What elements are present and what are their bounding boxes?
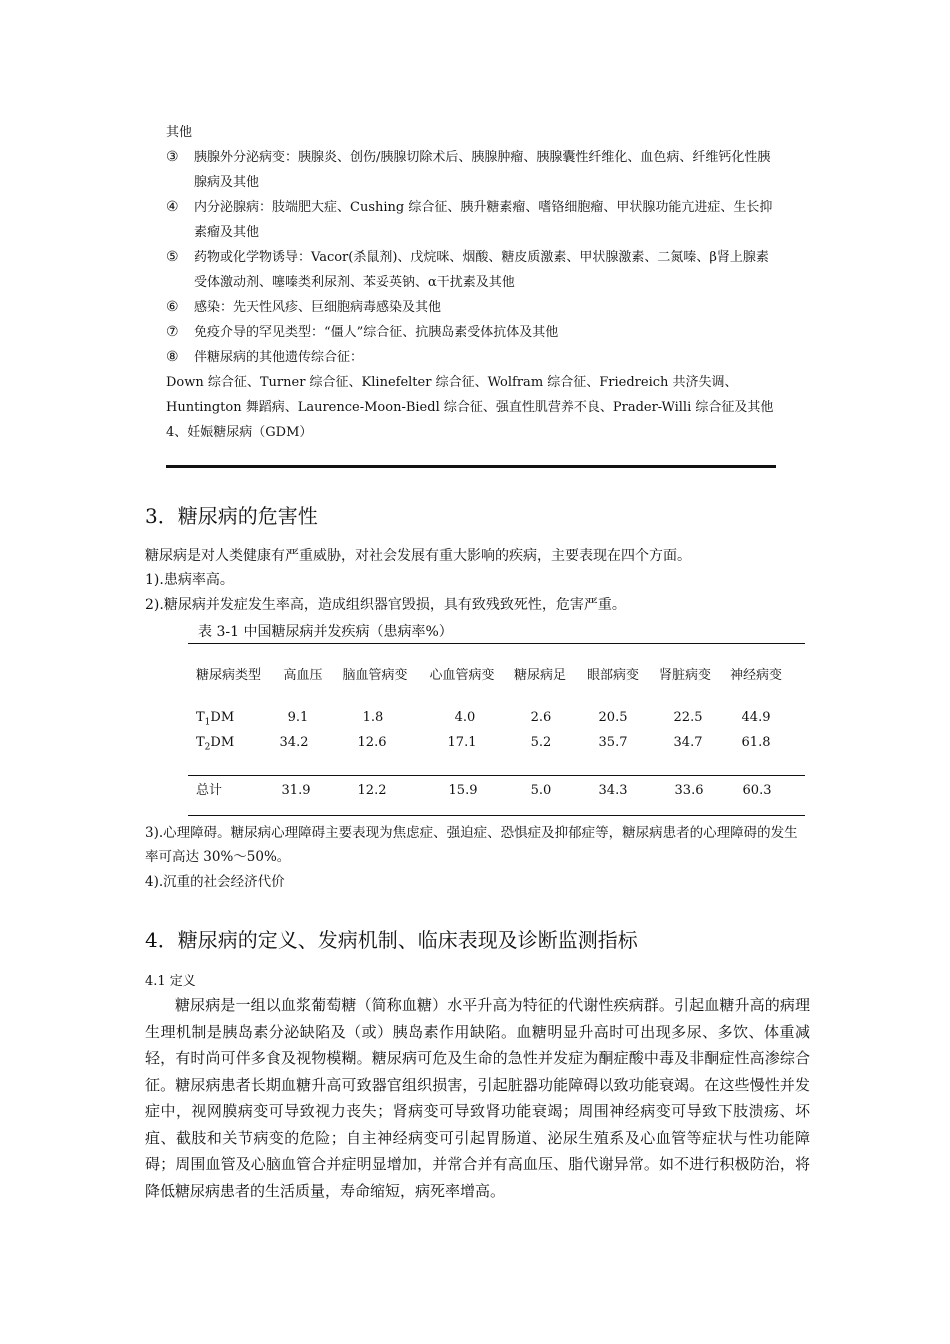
section-3-heading: 3．糖尿病的危害性 [145, 504, 318, 528]
table-top-rule [188, 643, 805, 644]
table-row-label: 总计 [196, 783, 223, 798]
table-cell: 34.2 [279, 735, 309, 750]
list-item [166, 320, 776, 345]
list-number: ④ [166, 199, 179, 215]
diabetes-classification-list [166, 120, 776, 445]
table-bottom-rule [188, 815, 805, 816]
list-text: 胰腺外分泌病变：胰腺炎、创伤/胰腺切除术后、胰腺肿瘤、胰腺囊性纤维化、血色病、纤维钙化性胰腺病及其他 [194, 150, 771, 190]
table-row-label: $T_1DM$ [196, 710, 235, 728]
list-number: ③ [166, 149, 179, 165]
table-header-cell: 高血压 [283, 668, 323, 683]
table-cell: 15.9 [448, 783, 478, 798]
table-cell: 1.8 [362, 710, 384, 725]
table-header-cell: 神经病变 [729, 668, 783, 683]
section-3-point-1: 1).患病率高。 [145, 572, 234, 588]
table-cell: 61.8 [741, 735, 771, 750]
list-item [166, 195, 776, 245]
table-cell: 60.3 [742, 783, 772, 798]
genetic-syndromes-text: Down 综合征、Turner 综合征、Klinefelter 综合征、Wolfram 综合征、Friedreich 共济失调、Huntington 舞蹈病、Laurence-Moon-Biedl 综合征、强直性肌营养不良、Prader-Willi 综合征及其他 [166, 375, 774, 415]
table-cell: 5.2 [530, 735, 552, 750]
table-cell: 34.3 [598, 783, 628, 798]
table-cell: 4.0 [454, 710, 476, 725]
section-3-point-3: 3).心理障碍。糖尿病心理障碍主要表现为焦虑症、强迫症、恐惧症及抑郁症等，糖尿病患者的心理障碍的发生率可高达 30%～50%。 [145, 825, 798, 865]
section-3-intro: 糖尿病是对人类健康有严重威胁，对社会发展有重大影响的疾病，主要表现在四个方面。 [145, 548, 691, 564]
table-cell: 31.9 [281, 783, 311, 798]
table-header-cell: 糖尿病类型 [196, 668, 262, 683]
list-number: ⑤ [166, 249, 179, 265]
list-item [166, 295, 776, 320]
table-cell: 5.0 [530, 783, 552, 798]
list-text: 药物或化学物诱导：Vacor(杀鼠剂)、戊烷咪、烟酸、糖皮质激素、甲状腺激素、二氮嗪、β肾上腺素受体激动剂、噻嗪类利尿剂、苯妥英钠、α干扰素及其他 [194, 250, 769, 290]
box-bottom-rule [166, 465, 776, 468]
list-item [166, 345, 776, 370]
table-cell: 12.2 [357, 783, 387, 798]
table-cell: 22.5 [673, 710, 703, 725]
list-number: ⑦ [166, 324, 179, 340]
list-item [166, 245, 776, 295]
table-header-cell: 肾脏病变 [658, 668, 712, 683]
gdm-item: 4、妊娠糖尿病（GDM） [166, 425, 313, 440]
list-number: ⑥ [166, 299, 179, 315]
list-text: 伴糖尿病的其他遗传综合征： [194, 350, 364, 365]
table-cell: 17.1 [447, 735, 477, 750]
section-3-point-4: 4).沉重的社会经济代价 [145, 874, 285, 890]
table-header-cell: 眼部病变 [586, 668, 640, 683]
table-cell: 20.5 [598, 710, 628, 725]
section-4-heading: 4．糖尿病的定义、发病机制、临床表现及诊断监测指标 [145, 928, 638, 952]
table-header-cell: 心血管病变 [429, 668, 495, 683]
table-cell: 33.6 [674, 783, 704, 798]
section-3-point-2: 2).糖尿病并发症发生率高，造成组织器官毁损，具有致残致死性，危害严重。 [145, 597, 626, 613]
table-caption: 表 3-1 中国糖尿病并发疾病（患病率%） [198, 624, 453, 640]
table-cell: 9.1 [287, 710, 309, 725]
table-cell: 35.7 [598, 735, 628, 750]
table-cell: 34.7 [673, 735, 703, 750]
table-cell: 44.9 [741, 710, 771, 725]
section-4-1-heading: 4.1 定义 [145, 974, 196, 989]
table-mid-rule [188, 775, 805, 776]
table-header-cell: 糖尿病足 [513, 668, 567, 683]
table-header-cell: 脑血管病变 [342, 668, 408, 683]
list-item [166, 145, 776, 195]
list-number: ⑧ [166, 349, 179, 365]
list-lead: 其他 [166, 125, 193, 140]
table-cell: 2.6 [530, 710, 552, 725]
table-cell: 12.6 [357, 735, 387, 750]
section-4-1-body: 糖尿病是一组以血浆葡萄糖（简称血糖）水平升高为特征的代谢性疾病群。引起血糖升高的病理生理机制是胰岛素分泌缺陷及（或）胰岛素作用缺陷。血糖明显升高时可出现多尿、多饮、体重减轻，有时尚可伴多食及视物模糊。糖尿病可危及生命的急性并发症为酮症酸中毒及非酮症性高渗综合征。糖尿病患者长期血糖升高可致器官组织损害，引起脏器功能障碍以致功能衰竭。在这些慢性并发症中，视网膜病变可导致视力丧失；肾病变可导致肾功能衰竭；周围神经病变可导致下肢溃疡、坏疽、截肢和关节病变的危险；自主神经病变可引起胃肠道、泌尿生殖系及心血管等症状与性功能障碍；周围血管及心脑血管合并症明显增加，并常合并有高血压、脂代谢异常。如不进行积极防治，将降低糖尿病患者的生活质量，寿命缩短，病死率增高。 [145, 996, 810, 1200]
list-text: 感染：先天性风疹、巨细胞病毒感染及其他 [194, 300, 442, 315]
list-text: 内分泌腺病：肢端肥大症、Cushing 综合征、胰升糖素瘤、嗜铬细胞瘤、甲状腺功能亢进症、生长抑素瘤及其他 [194, 200, 773, 240]
table-row-label: $T_2DM$ [196, 735, 235, 753]
list-text: 免疫介导的罕见类型：“僵人”综合征、抗胰岛素受体抗体及其他 [194, 325, 559, 340]
